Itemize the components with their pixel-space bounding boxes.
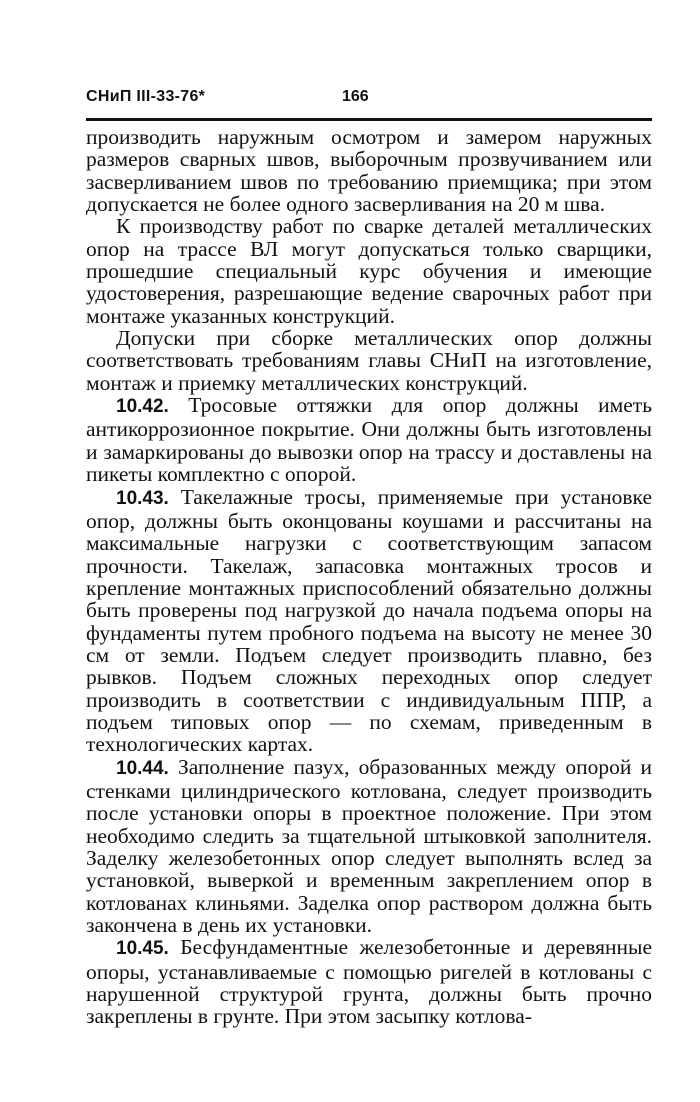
paragraph-text: Допуски при сборке металлических опор должны соответствовать требованиям главы СНиП на изготовление, монтаж и приемку металлических конструкций. (86, 326, 652, 395)
paragraph-text: Заполнение пазух, образованных между опорой и стенками цилиндрического котлована, следует производить после установки опоры в проектное положение. При этом необходимо следить за тщательной штыковкой заполнителя. Заделку железобетонных опор следует выполнять вслед за установкой, выверкой и временным закреплением опор в котлованах клиньями. Заделка опор раствором должна быть закончена в день их установки. (86, 754, 652, 938)
clause-number: 10.43. (116, 487, 169, 509)
paragraph-tolerances (86, 327, 652, 394)
clause-10-45 (86, 936, 652, 1027)
clause-10-42 (86, 394, 652, 485)
paragraph-text: Такелажные тросы, применяемые при установке опор, должны быть оконцованы коушами и рассчитаны на максимальные нагрузки с соответствующим запасом прочности. Такелаж, запасовка монтажных тросов и крепление монтажных приспособлений обязательно должны быть проверены под нагрузкой до начала подъема опоры на фундаменты путем пробного подъема на высоту не менее 30 см от земли. Подъем следует производить плавно, без рывков. Подъем сложных переходных опор следует производить в соответствии с индивидуальным ППР, а подъем типовых опор — по схемам, приведенным в технологических картах. (86, 484, 653, 757)
page-header (86, 88, 652, 110)
paragraph-welders (86, 215, 652, 327)
paragraph-continuation (86, 126, 652, 215)
clause-10-43 (86, 486, 652, 756)
clause-10-44 (86, 756, 652, 937)
page-number: 166 (342, 88, 369, 105)
paragraph-text: Тросовые оттяжки для опор должны иметь антикоррозионное покрытие. Они должны быть изготовлены и замаркированы до вывозки опор на трассу и доставлены на пикеты комплектно с опорой. (86, 393, 653, 487)
clause-number: 10.44. (116, 757, 169, 779)
header-rule (86, 118, 652, 121)
paragraph-text: Бесфундаментные железобетонные и деревянные опоры, устанавливаемые с помощью ригелей в котлованы с нарушенной структурой грунта, должны быть прочно закреплены в грунте. При этом засыпку котлова- (86, 935, 652, 1029)
clause-number: 10.45. (116, 938, 169, 960)
document-code: СНиП III-33-76* (86, 88, 206, 105)
page-body (86, 126, 652, 1028)
paragraph-text: К производству работ по сварке деталей металлических опор на трассе ВЛ могут допускаться только сварщики, прошедшие специальный курс обучения и имеющие удостоверения, разрешающие ведение сварочных работ при монтаже указанных конструкций. (86, 214, 652, 328)
paragraph-text: производить наружным осмотром и замером наружных размеров сварных швов, выборочным прозвучиванием или засверливанием швов по требованию приемщика; при этом допускается не более одного засверливания на 20 м шва. (86, 125, 652, 217)
clause-number: 10.42. (116, 396, 169, 418)
